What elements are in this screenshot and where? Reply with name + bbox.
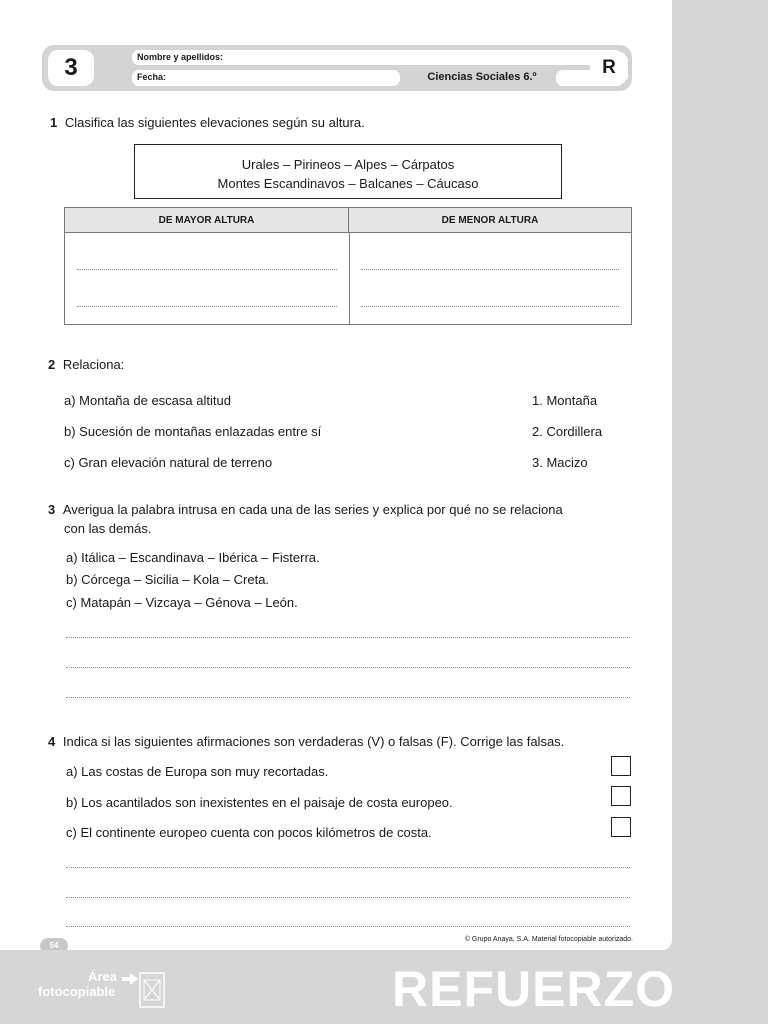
true-false-checkbox-c[interactable] xyxy=(611,817,631,837)
q1-block xyxy=(50,115,365,130)
q3-number: 3 xyxy=(48,502,56,517)
answer-line[interactable] xyxy=(361,269,619,270)
classification-table xyxy=(64,207,632,325)
word-bank xyxy=(134,144,562,199)
q4-prompt: Indica si las siguientes afirmaciones son verdaderas (V) o falsas (F). Corrige las falsas. xyxy=(62,734,565,749)
section-title: REFUERZO xyxy=(392,961,675,1017)
q4-number: 4 xyxy=(48,734,56,749)
answer-line[interactable] xyxy=(66,667,630,668)
photocopy-icon xyxy=(139,972,165,1008)
area-label-line-2: fotocopiable xyxy=(38,984,116,999)
answer-line[interactable] xyxy=(66,926,630,927)
q3-series-a: a) Itálica – Escandinava – Ibérica – Fisterra. xyxy=(66,550,320,565)
answer-line[interactable] xyxy=(66,897,630,898)
q3-prompt-line-1: Averigua la palabra intrusa en cada una de las series y explica por qué no se relaciona xyxy=(62,502,563,517)
q1-prompt: Clasifica las siguientes elevaciones según su altura. xyxy=(64,115,365,130)
table-divider xyxy=(349,233,350,325)
copyright-notice: © Grupo Anaya, S.A. Material fotocopiable autorizado. xyxy=(464,936,633,943)
q2-option-1: 1. Montaña xyxy=(532,393,598,408)
q3-series-b: b) Córcega – Sicilia – Kola – Creta. xyxy=(66,572,270,587)
q4-statement-c: c) El continente europeo cuenta con pocos kilómetros de costa. xyxy=(66,825,432,840)
area-label-line-1: Área xyxy=(88,969,117,984)
unit-number: 3 xyxy=(48,50,94,86)
q4-block xyxy=(48,734,564,749)
answer-line[interactable] xyxy=(66,697,630,698)
q3-series-c: c) Matapán – Vizcaya – Génova – León. xyxy=(66,595,298,610)
page-number: 54 xyxy=(40,938,68,954)
q3-prompt-line-2: con las demás. xyxy=(64,521,152,536)
q2-number: 2 xyxy=(48,357,56,372)
answer-line[interactable] xyxy=(361,306,619,307)
q3-block xyxy=(48,502,563,517)
true-false-checkbox-a[interactable] xyxy=(611,756,631,776)
header-bar xyxy=(42,45,632,91)
answer-line[interactable] xyxy=(66,637,630,638)
subject-label: Ciencias Sociales 6.º xyxy=(427,71,537,83)
col-header-low: DE MENOR ALTURA xyxy=(349,208,631,233)
answer-line[interactable] xyxy=(77,269,337,270)
name-label: Nombre y apellidos: xyxy=(137,52,224,62)
q2-item-a: a) Montaña de escasa altitud xyxy=(64,393,231,408)
answer-line[interactable] xyxy=(66,867,630,868)
q2-option-2: 2. Cordillera xyxy=(532,424,603,439)
date-label: Fecha: xyxy=(137,72,167,82)
true-false-checkbox-b[interactable] xyxy=(611,786,631,806)
q2-option-3: 3. Macizo xyxy=(532,455,588,470)
word-bank-line-2: Montes Escandinavos – Balcanes – Cáucaso xyxy=(217,176,479,191)
level-badge: R xyxy=(590,52,628,84)
q4-statement-a: a) Las costas de Europa son muy recortadas. xyxy=(66,764,329,779)
answer-line[interactable] xyxy=(77,306,337,307)
q1-number: 1 xyxy=(50,115,58,130)
q2-item-c: c) Gran elevación natural de terreno xyxy=(64,455,273,470)
q2-block xyxy=(48,357,124,372)
col-header-high: DE MAYOR ALTURA xyxy=(65,208,349,233)
date-field[interactable] xyxy=(132,70,400,86)
q2-prompt: Relaciona: xyxy=(62,357,125,372)
name-field[interactable] xyxy=(132,50,622,65)
arrow-icon xyxy=(122,973,138,985)
q2-item-b: b) Sucesión de montañas enlazadas entre sí xyxy=(64,424,322,439)
q4-statement-b: b) Los acantilados son inexistentes en el paisaje de costa europeo. xyxy=(66,795,453,810)
word-bank-line-1: Urales – Pirineos – Alpes – Cárpatos xyxy=(241,157,455,172)
